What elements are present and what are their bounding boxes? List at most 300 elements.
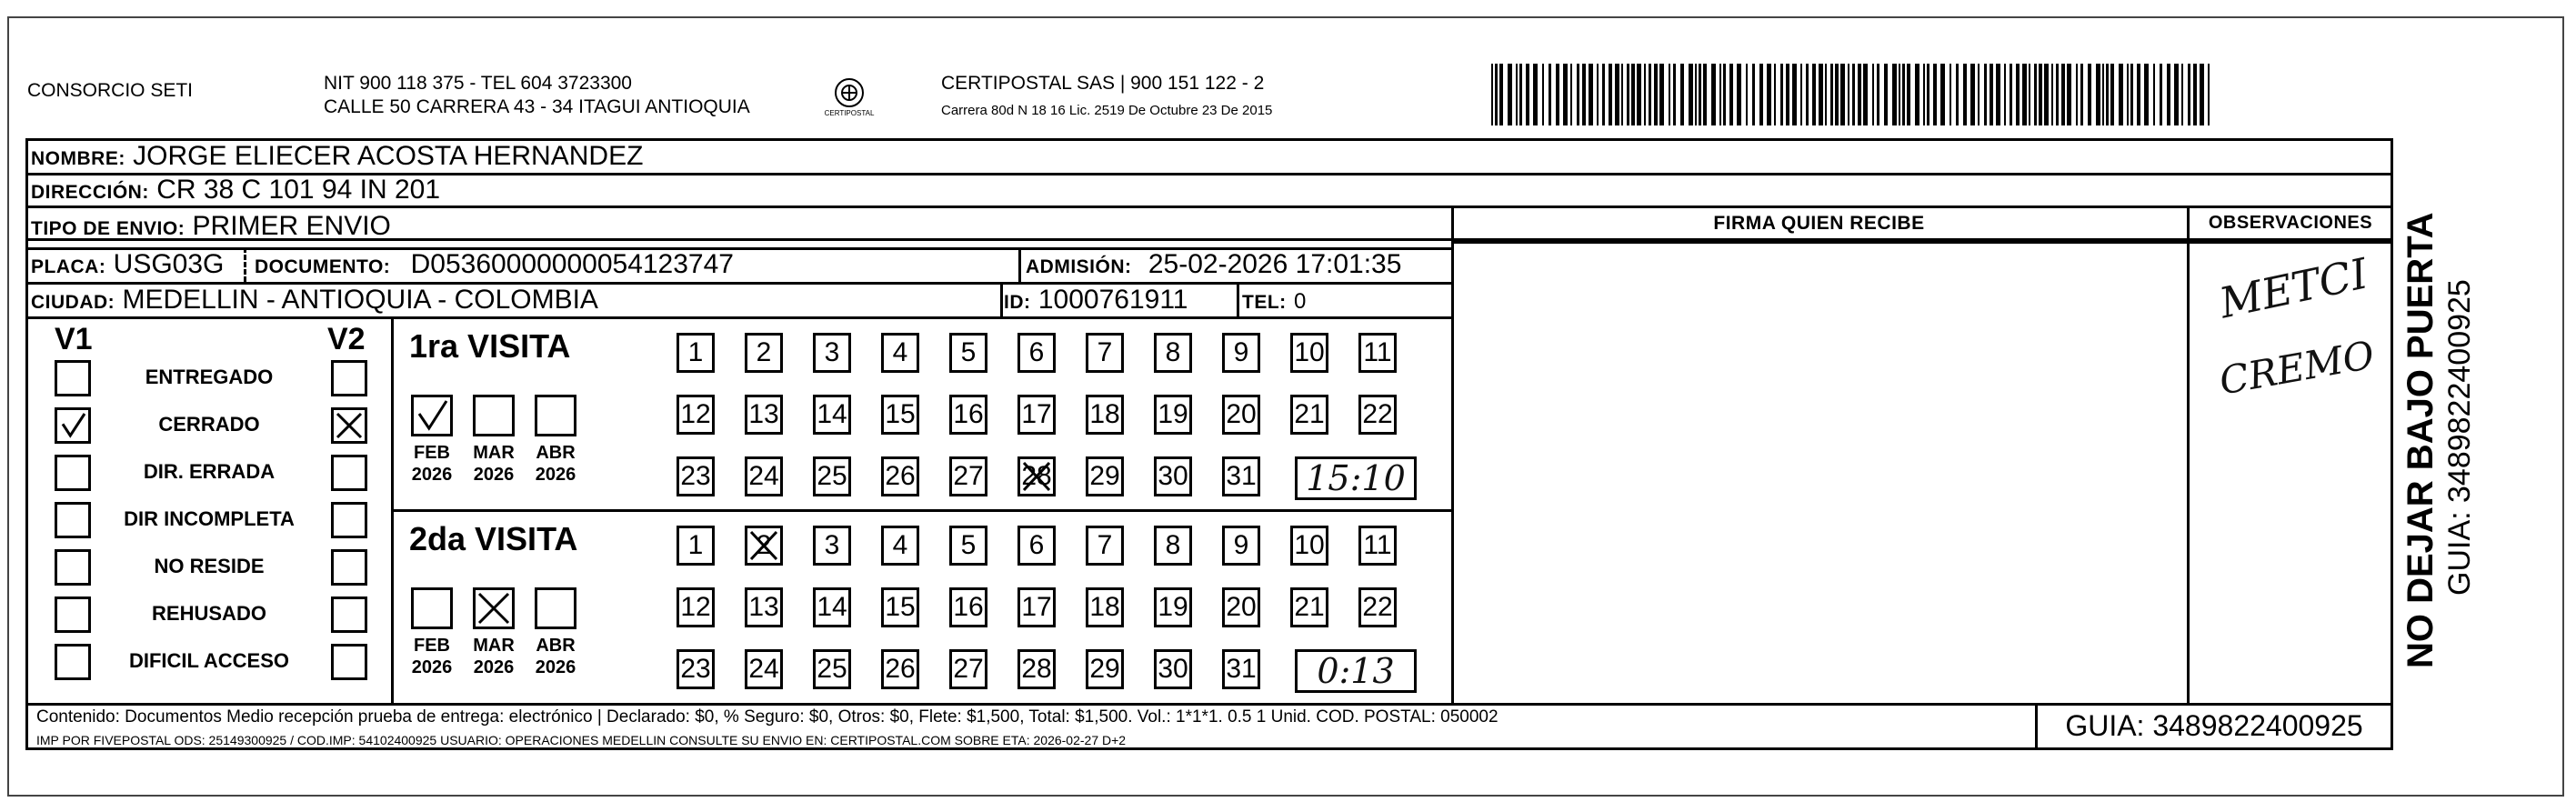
v2-checkbox[interactable] — [331, 596, 367, 633]
day-box[interactable] — [745, 395, 783, 435]
company-nit: NIT 900 118 375 - TEL 604 3723300 — [324, 73, 632, 94]
day-box[interactable] — [881, 526, 919, 566]
status-option-label: NO RESIDE — [154, 555, 265, 577]
barcode-bar — [1577, 64, 1579, 125]
day-number: 18 — [1089, 399, 1120, 429]
barcode-bar — [1508, 64, 1512, 125]
barcode-bar — [1970, 64, 1975, 125]
v2-checkbox[interactable] — [331, 502, 367, 538]
barcode-bar — [1602, 64, 1605, 125]
day-box[interactable] — [1017, 587, 1056, 627]
day-box[interactable] — [881, 649, 919, 689]
day-box[interactable] — [1017, 526, 1056, 566]
barcode-bar — [1884, 64, 1888, 125]
day-box[interactable] — [1154, 587, 1192, 627]
month-label — [526, 442, 586, 486]
admision-row — [1026, 249, 1401, 283]
day-number: 20 — [1226, 399, 1257, 429]
company-name: CONSORCIO SETI — [27, 80, 194, 101]
day-box[interactable] — [1017, 395, 1056, 435]
day-box[interactable] — [1086, 395, 1124, 435]
day-box[interactable] — [949, 456, 987, 496]
day-box[interactable] — [1017, 333, 1056, 373]
month-label — [464, 635, 524, 678]
barcode-bar — [1940, 64, 1945, 125]
day-box[interactable] — [1290, 587, 1328, 627]
barcode-bar — [1729, 64, 1733, 125]
day-box[interactable] — [1290, 526, 1328, 566]
barcode-bar — [1737, 64, 1741, 125]
day-box[interactable] — [1086, 587, 1124, 627]
month-checkbox[interactable] — [411, 395, 453, 436]
day-box[interactable] — [1086, 456, 1124, 496]
barcode-bar — [1563, 64, 1568, 125]
day-box[interactable] — [1358, 587, 1397, 627]
month-year: 2026 — [535, 465, 576, 485]
admision-value: 25-02-2026 17:01:35 — [1148, 249, 1402, 279]
barcode-bar — [2119, 64, 2123, 125]
id-row — [1004, 285, 1188, 318]
day-number: 23 — [680, 461, 711, 491]
barcode-bar — [1835, 64, 1839, 125]
barcode-bar — [2144, 64, 2149, 125]
day-box[interactable] — [1086, 333, 1124, 373]
tipo-value: PRIMER ENVIO — [192, 211, 391, 241]
barcode-bar — [1767, 64, 1771, 125]
barcode-bar — [2016, 64, 2020, 125]
day-number: 21 — [1294, 399, 1325, 429]
v1-checkbox[interactable] — [55, 407, 91, 444]
observaciones-line-2: CREMO — [2216, 332, 2378, 404]
id-label: ID: — [1004, 292, 1031, 313]
month-name: MAR — [473, 636, 515, 656]
day-box[interactable] — [1358, 395, 1397, 435]
day-number: 31 — [1226, 461, 1257, 491]
placa-row — [31, 249, 224, 283]
barcode-bar — [2193, 64, 2197, 125]
barcode-bar — [1848, 64, 1849, 125]
day-box[interactable] — [949, 526, 987, 566]
barcode-bar — [1491, 64, 1493, 125]
day-number: 14 — [817, 399, 847, 429]
barcode-bar — [1978, 64, 1980, 125]
barcode-bar — [1627, 64, 1629, 125]
month-label — [464, 442, 524, 486]
month-name: ABR — [536, 443, 576, 463]
barcode-bar — [2039, 64, 2042, 125]
direccion-label: DIRECCIÓN: — [31, 182, 149, 203]
barcode-bar — [2127, 64, 2129, 125]
status-option-label: DIR INCOMPLETA — [124, 507, 295, 530]
day-box[interactable] — [1154, 526, 1192, 566]
barcode-bar — [1549, 64, 1551, 125]
v2-checkbox[interactable] — [331, 455, 367, 491]
barcode-bar — [1780, 64, 1783, 125]
day-number: 26 — [885, 654, 916, 684]
month-checkbox[interactable] — [473, 587, 515, 629]
barcode-bar — [2010, 64, 2012, 125]
day-number: 10 — [1294, 530, 1325, 560]
day-box[interactable] — [745, 587, 783, 627]
day-number: 15 — [885, 399, 916, 429]
v2-checkbox[interactable] — [331, 360, 367, 396]
barcode-bar — [1774, 64, 1776, 125]
imp-text: IMP POR FIVEPOSTAL ODS: 25149300925 / COD.IMP: 54102400925 USUARIO: OPERACIONES MEDELLIN CONSULTE SU ENVIO EN: CERTIPOSTAL.COM SOBRE ETA: 2026-02-27 D+2 — [36, 733, 1127, 747]
day-box[interactable] — [813, 526, 851, 566]
day-number: 28 — [1021, 654, 1052, 684]
firma-label: FIRMA QUIEN RECIBE — [1713, 213, 1925, 234]
day-box[interactable] — [745, 456, 783, 496]
day-box[interactable] — [813, 456, 851, 496]
tel-value: 0 — [1294, 289, 1307, 314]
day-number: 29 — [1089, 461, 1120, 491]
documento-row — [255, 249, 734, 283]
day-number: 5 — [960, 337, 977, 367]
day-box[interactable] — [949, 333, 987, 373]
day-number: 23 — [680, 654, 711, 684]
v1-checkbox[interactable] — [55, 644, 91, 680]
day-box[interactable] — [1222, 456, 1260, 496]
v1-checkbox[interactable] — [55, 596, 91, 633]
day-box[interactable] — [677, 333, 715, 373]
barcode-bar — [2022, 64, 2027, 125]
time-handwritten: 15:10 — [1306, 458, 1406, 498]
day-box[interactable] — [813, 587, 851, 627]
side-guia-text: GUIA: 3489822400925 — [2442, 279, 2477, 596]
day-number: 2 — [756, 337, 772, 367]
day-box[interactable] — [745, 526, 783, 566]
barcode-bar — [2208, 64, 2210, 125]
day-box[interactable] — [1154, 395, 1192, 435]
barcode-bar — [1615, 64, 1619, 125]
col-rule — [1000, 282, 1003, 316]
month-label — [526, 635, 586, 678]
month-year: 2026 — [473, 465, 515, 485]
barcode-bar — [1984, 64, 1987, 125]
day-box[interactable] — [1358, 333, 1397, 373]
barcode-bar — [2130, 64, 2133, 125]
col-rule — [244, 247, 246, 282]
barcode-bar — [1533, 64, 1538, 125]
row-rule — [25, 703, 2393, 706]
barcode-bar — [1963, 64, 1967, 125]
month-checkbox[interactable] — [473, 395, 515, 436]
day-box[interactable] — [1154, 649, 1192, 689]
barcode-bar — [2061, 64, 2065, 125]
day-number: 6 — [1028, 530, 1045, 560]
col-rule — [2187, 206, 2190, 703]
v2-checkbox[interactable] — [331, 644, 367, 680]
v1-checkbox[interactable] — [55, 455, 91, 491]
day-box[interactable] — [677, 587, 715, 627]
barcode-bar — [1996, 64, 2000, 125]
barcode-bar — [2106, 64, 2109, 125]
day-box[interactable] — [813, 333, 851, 373]
day-box[interactable] — [1086, 649, 1124, 689]
day-box[interactable] — [1086, 526, 1124, 566]
company-address: CALLE 50 CARRERA 43 - 34 ITAGUI ANTIOQUIA — [324, 96, 750, 117]
tel-row — [1242, 285, 1306, 318]
day-number: 24 — [748, 461, 779, 491]
barcode-bar — [1806, 64, 1809, 125]
day-number: 3 — [824, 530, 840, 560]
day-box[interactable] — [1017, 649, 1056, 689]
day-box[interactable] — [1290, 395, 1328, 435]
barcode-bar — [1933, 64, 1937, 125]
day-number: 26 — [885, 461, 916, 491]
barcode-bar — [1542, 64, 1544, 125]
barcode-bar — [1711, 64, 1716, 125]
time-box[interactable] — [1295, 456, 1417, 500]
day-number: 11 — [1363, 530, 1392, 560]
status-option-label: CERRADO — [158, 413, 260, 436]
barcode-bar — [1689, 64, 1693, 125]
day-box[interactable] — [677, 649, 715, 689]
barcode-bar — [1915, 64, 1919, 125]
day-box[interactable] — [881, 456, 919, 496]
barcode-bar — [1570, 64, 1572, 125]
barcode-bar — [1746, 64, 1748, 125]
day-box[interactable] — [1154, 456, 1192, 496]
v2-label: V2 — [327, 322, 366, 356]
day-number: 18 — [1089, 592, 1120, 622]
day-number: 16 — [953, 592, 984, 622]
barcode-bar — [1892, 64, 1897, 125]
day-box[interactable] — [949, 395, 987, 435]
barcode-bar — [1519, 64, 1522, 125]
status-option-label: ENTREGADO — [145, 366, 274, 388]
day-box[interactable] — [1222, 333, 1260, 373]
direccion-value: CR 38 C 101 94 IN 201 — [156, 175, 441, 205]
certipostal-logo-icon — [823, 73, 876, 127]
row-rule — [1451, 241, 2393, 244]
v1-checkbox[interactable] — [55, 549, 91, 586]
month-year: 2026 — [411, 657, 453, 677]
day-box[interactable] — [1222, 649, 1260, 689]
day-number: 28 — [1021, 461, 1052, 491]
barcode-bar — [2044, 64, 2049, 125]
day-box[interactable] — [1017, 456, 1056, 496]
day-box[interactable] — [949, 587, 987, 627]
barcode-bar — [1495, 64, 1498, 125]
row-rule — [391, 509, 1451, 512]
barcode-bar — [2096, 64, 2100, 125]
day-number: 14 — [817, 592, 847, 622]
day-number: 25 — [817, 654, 847, 684]
day-number: 30 — [1158, 461, 1188, 491]
day-number: 17 — [1021, 399, 1052, 429]
observaciones-label: OBSERVACIONES — [2208, 213, 2373, 233]
month-name: FEB — [414, 636, 450, 656]
visit-title: 1ra VISITA — [409, 327, 571, 365]
guia-box: GUIA: 3489822400925 — [2065, 709, 2363, 742]
placa-label: PLACA: — [31, 256, 106, 277]
no-dejar-text: NO DEJAR BAJO PUERTA — [2401, 212, 2441, 668]
month-year: 2026 — [535, 657, 576, 677]
barcode-bar — [1863, 64, 1868, 125]
barcode-bar — [1786, 64, 1789, 125]
day-number: 9 — [1233, 530, 1249, 560]
month-checkbox[interactable] — [535, 587, 576, 629]
carrier-license: Carrera 80d N 18 16 Lic. 2519 De Octubre 23 De 2015 — [941, 103, 1273, 118]
admision-label: ADMISIÓN: — [1026, 256, 1132, 277]
status-option-label: DIFICIL ACCESO — [128, 649, 289, 672]
barcode-bar — [1516, 64, 1518, 125]
day-box[interactable] — [677, 456, 715, 496]
barcode-bar — [1699, 64, 1701, 125]
day-box[interactable] — [881, 395, 919, 435]
day-number: 3 — [824, 337, 840, 367]
day-number: 10 — [1294, 337, 1325, 367]
barcode-bar — [1631, 64, 1635, 125]
barcode-bar — [1752, 64, 1755, 125]
day-number: 4 — [892, 337, 908, 367]
day-number: 29 — [1089, 654, 1120, 684]
ciudad-value: MEDELLIN - ANTIOQUIA - COLOMBIA — [122, 285, 598, 315]
day-box[interactable] — [1358, 526, 1397, 566]
barcode-bar — [1800, 64, 1802, 125]
day-number: 8 — [1165, 530, 1181, 560]
signature-area[interactable] — [1455, 246, 2184, 700]
time-handwritten: 0:13 — [1317, 651, 1395, 691]
barcode-bar — [1830, 64, 1833, 125]
barcode-bar — [1819, 64, 1823, 125]
check-mark-icon — [57, 410, 88, 441]
barcode-bar — [1950, 64, 1951, 125]
barcode-bar — [1673, 64, 1676, 125]
barcode-bar — [2167, 64, 2170, 125]
day-box[interactable] — [1154, 333, 1192, 373]
barcode-bar — [2153, 64, 2155, 125]
day-number: 12 — [680, 399, 711, 429]
day-number: 19 — [1158, 592, 1188, 622]
day-number: 12 — [680, 592, 711, 622]
x-mark-icon — [334, 410, 365, 441]
day-box[interactable] — [813, 649, 851, 689]
month-year: 2026 — [411, 465, 453, 485]
day-number: 17 — [1021, 592, 1052, 622]
day-number: 15 — [885, 592, 916, 622]
day-number: 9 — [1233, 337, 1249, 367]
barcode-bar — [1669, 64, 1670, 125]
day-number: 11 — [1363, 337, 1392, 367]
day-number: 4 — [892, 530, 908, 560]
barcode-bar — [2051, 64, 2053, 125]
v1-checkbox[interactable] — [55, 502, 91, 538]
placa-value: USG03G — [113, 249, 225, 279]
day-number: 24 — [748, 654, 779, 684]
barcode-bar — [1719, 64, 1721, 125]
barcode-bar — [2188, 64, 2190, 125]
month-name: FEB — [414, 443, 450, 463]
barcode-bar — [1812, 64, 1816, 125]
v1-checkbox[interactable] — [55, 360, 91, 396]
day-box[interactable] — [1222, 395, 1260, 435]
time-box[interactable] — [1295, 649, 1417, 693]
barcode-bar — [2137, 64, 2140, 125]
barcode-bar — [1637, 64, 1641, 125]
barcode-bar — [1649, 64, 1651, 125]
contenido-text: Contenido: Documentos Medio recepción prueba de entrega: electrónico | Declarado: $0, % Seguro: $0, Otros: $0, Flete: $1,500, Total: $1,500. Vol.: 1*1*1. 0.5 1 Unid. COD. POSTAL: 050002 — [36, 707, 1498, 727]
day-box[interactable] — [813, 395, 851, 435]
barcode-bar — [1956, 64, 1959, 125]
day-box[interactable] — [1222, 526, 1260, 566]
barcode-bar — [1852, 64, 1855, 125]
v2-checkbox[interactable] — [331, 549, 367, 586]
day-box[interactable] — [881, 333, 919, 373]
day-number: 22 — [1362, 592, 1393, 622]
certipostal-logo — [823, 73, 876, 127]
day-box[interactable] — [1290, 333, 1328, 373]
barcode-bar — [1703, 64, 1707, 125]
barcode-bar — [1499, 64, 1503, 125]
v2-checkbox[interactable] — [331, 407, 367, 444]
barcode-bar — [1695, 64, 1697, 125]
barcode-bar — [1902, 64, 1905, 125]
nombre-row — [31, 141, 643, 175]
month-checkbox[interactable] — [411, 587, 453, 629]
barcode-bar — [1825, 64, 1827, 125]
barcode-bar — [2088, 64, 2091, 125]
barcode-bar — [1899, 64, 1900, 125]
day-number: 30 — [1158, 654, 1188, 684]
barcode-bar — [1680, 64, 1684, 125]
certipostal-logo-text: CERTIPOSTAL — [824, 109, 875, 117]
tipo-label: TIPO DE ENVIO: — [31, 218, 185, 239]
barcode-bar — [1597, 64, 1599, 125]
day-box[interactable] — [949, 649, 987, 689]
v1-label: V1 — [55, 322, 93, 356]
day-box[interactable] — [677, 526, 715, 566]
barcode-bar — [2029, 64, 2030, 125]
day-number: 13 — [748, 592, 779, 622]
day-number: 25 — [817, 461, 847, 491]
barcode-bar — [1990, 64, 1993, 125]
ciudad-row — [31, 285, 598, 318]
barcode-bar — [1872, 64, 1874, 125]
barcode-bar — [1907, 64, 1910, 125]
id-value: 1000761911 — [1037, 285, 1188, 315]
barcode-bar — [2160, 64, 2162, 125]
carrier-name: CERTIPOSTAL SAS | 900 151 122 - 2 — [941, 73, 1265, 94]
day-number: 1 — [687, 337, 704, 367]
barcode-bar — [2056, 64, 2059, 125]
day-number: 6 — [1028, 337, 1045, 367]
barcode-bar — [2174, 64, 2179, 125]
barcode-icon — [1491, 64, 2219, 127]
day-box[interactable] — [745, 649, 783, 689]
barcode-bar — [2076, 64, 2078, 125]
day-number: 19 — [1158, 399, 1188, 429]
month-checkbox[interactable] — [535, 395, 576, 436]
ciudad-label: CIUDAD: — [31, 292, 115, 313]
col-rule — [1237, 282, 1239, 316]
day-number: 7 — [1097, 530, 1113, 560]
barcode-bar — [1582, 64, 1586, 125]
observaciones-line-1: METCI — [2215, 248, 2372, 328]
month-year: 2026 — [473, 657, 515, 677]
day-number: 27 — [953, 654, 984, 684]
visit-title: 2da VISITA — [409, 520, 578, 557]
x-mark-icon — [1020, 459, 1053, 494]
day-number: 16 — [953, 399, 984, 429]
barcode-bar — [1609, 64, 1612, 125]
day-number: 13 — [748, 399, 779, 429]
day-box[interactable] — [745, 333, 783, 373]
day-box[interactable] — [677, 395, 715, 435]
day-box[interactable] — [881, 587, 919, 627]
day-box[interactable] — [1222, 587, 1260, 627]
